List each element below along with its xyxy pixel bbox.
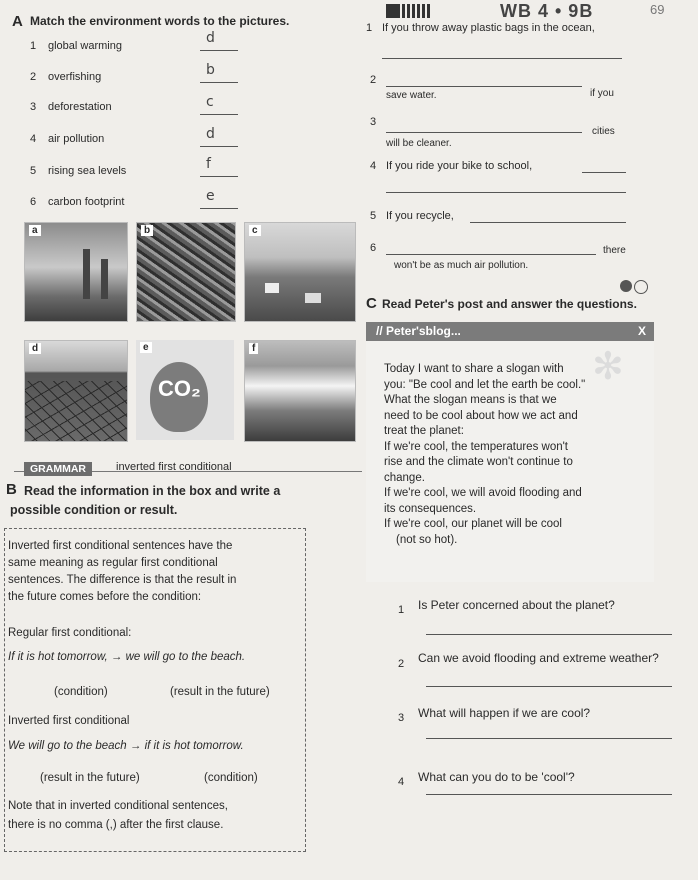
sentence-6-tail: there bbox=[603, 245, 626, 256]
note-line-2: there is no comma (,) after the first clause. bbox=[8, 819, 224, 831]
sentence-4-text: If you ride your bike to school, bbox=[386, 160, 533, 172]
chimney-shape bbox=[101, 259, 108, 299]
sentence-1-num: 1 bbox=[366, 22, 373, 34]
sentence-2-answer-line[interactable] bbox=[386, 78, 582, 87]
match-answer-field[interactable]: f bbox=[200, 156, 238, 177]
audio-icon bbox=[620, 280, 632, 292]
sentence-6-line2: won't be as much air pollution. bbox=[394, 260, 529, 271]
picture-a-factory-smoke bbox=[24, 222, 128, 322]
sentence-3-num: 3 bbox=[370, 116, 377, 128]
question-2-answer-line[interactable] bbox=[426, 680, 672, 687]
match-item-word: deforestation bbox=[48, 101, 112, 113]
sentence-1-answer-line[interactable] bbox=[382, 50, 622, 59]
sentence-4-answer-line-b[interactable] bbox=[386, 184, 626, 193]
blog-line: need to be cool about how we act and bbox=[384, 409, 578, 422]
audio-icon-tail bbox=[634, 280, 648, 294]
match-answer-field[interactable]: c bbox=[200, 94, 238, 115]
picture-label: d bbox=[29, 343, 41, 354]
picture-d-dry-earth bbox=[24, 340, 128, 442]
sentence-5-text: If you recycle, bbox=[386, 210, 454, 222]
picture-label: c bbox=[249, 225, 261, 236]
blog-line: (not so hot). bbox=[396, 533, 458, 546]
section-c-letter: C bbox=[366, 295, 377, 312]
picture-e-co2-footprint bbox=[136, 340, 234, 440]
picture-c-cut-forest bbox=[244, 222, 356, 322]
question-4-answer-line[interactable] bbox=[426, 788, 672, 795]
section-a-instruction: Match the environment words to the pictures. bbox=[30, 14, 290, 28]
match-answer-field[interactable]: b bbox=[200, 62, 238, 83]
blog-title-bar bbox=[366, 322, 654, 341]
blog-close-icon[interactable]: X bbox=[638, 324, 647, 338]
blog-line: If we're cool, the temperatures won't bbox=[384, 440, 569, 453]
chimney-shape bbox=[83, 249, 90, 299]
match-item-num: 2 bbox=[30, 71, 37, 83]
match-item-num: 1 bbox=[30, 40, 37, 52]
grammar-intro-line: Inverted first conditional sentences have the bbox=[8, 540, 233, 552]
picture-b-fish-catch bbox=[136, 222, 236, 322]
co2-label: CO₂ bbox=[158, 376, 201, 401]
grammar-intro-line: sentences. The difference is that the result in bbox=[8, 574, 237, 586]
regular-heading: Regular first conditional: bbox=[8, 627, 132, 639]
inverted-example: We will go to the beach → if it is hot tomorrow. bbox=[8, 740, 244, 752]
sentence-2-num: 2 bbox=[370, 74, 377, 86]
sentence-3-line2: will be cleaner. bbox=[386, 138, 452, 149]
question-1-num: 1 bbox=[398, 604, 405, 616]
question-3-text: What will happen if we are cool? bbox=[418, 706, 591, 720]
sentence-4-num: 4 bbox=[370, 160, 377, 172]
grammar-badge: GRAMMAR bbox=[24, 462, 92, 476]
section-b-letter: B bbox=[6, 481, 17, 498]
section-c-instruction: Read Peter's post and answer the questions. bbox=[382, 297, 637, 311]
picture-label: b bbox=[141, 225, 153, 236]
match-item-num: 5 bbox=[30, 165, 37, 177]
question-2-text: Can we avoid flooding and extreme weather? bbox=[418, 651, 659, 665]
sentence-2-tail: if you bbox=[590, 88, 614, 99]
sentence-2-line2: save water. bbox=[386, 90, 437, 101]
question-3-answer-line[interactable] bbox=[426, 732, 672, 739]
match-answer-field[interactable]: e bbox=[200, 188, 238, 209]
sentence-3-tail: cities bbox=[592, 126, 615, 137]
blog-title: // Peter'sblog... bbox=[376, 324, 461, 338]
picture-label: f bbox=[249, 343, 258, 354]
grammar-intro-line: same meaning as regular first conditional bbox=[8, 557, 218, 569]
grammar-box-content bbox=[8, 538, 308, 606]
picture-label: a bbox=[29, 225, 41, 236]
blog-line: If we're cool, our planet will be cool bbox=[384, 518, 562, 530]
blog-line: change. bbox=[384, 471, 425, 484]
sentence-6-num: 6 bbox=[370, 242, 377, 254]
match-answer-field[interactable]: d bbox=[200, 30, 238, 51]
page-number: 69 bbox=[650, 2, 665, 17]
question-2-num: 2 bbox=[398, 658, 405, 670]
sentence-3-answer-line[interactable] bbox=[386, 124, 582, 133]
picture-f-sea-waves bbox=[244, 340, 356, 442]
sentence-4-answer-line-a[interactable] bbox=[582, 164, 626, 173]
match-answer-field[interactable]: d bbox=[200, 126, 238, 147]
match-item-num: 4 bbox=[30, 133, 37, 145]
workbook-tag: WB 4 • 9B bbox=[500, 1, 594, 21]
inverted-condition-label: (condition) bbox=[204, 772, 258, 784]
qr-code-pattern bbox=[402, 4, 432, 18]
sentence-6-answer-line[interactable] bbox=[386, 246, 596, 255]
match-item-word: rising sea levels bbox=[48, 165, 127, 177]
regular-example: If it is hot tomorrow, → we will go to the beach. bbox=[8, 651, 246, 663]
blog-line: you: "Be cool and let the earth be cool." bbox=[384, 378, 586, 391]
match-item-num: 3 bbox=[30, 101, 37, 113]
sentence-5-answer-line[interactable] bbox=[470, 214, 626, 223]
question-4-num: 4 bbox=[398, 776, 405, 788]
question-3-num: 3 bbox=[398, 712, 405, 724]
blog-line: If we're cool, we will avoid flooding and bbox=[384, 487, 582, 499]
match-item-word: global warming bbox=[48, 40, 122, 52]
sentence-1-text: If you throw away plastic bags in the ocean, bbox=[382, 22, 595, 34]
regular-result-label: (result in the future) bbox=[170, 686, 270, 698]
blog-line: rise and the climate won't continue to bbox=[384, 456, 573, 468]
blog-line: treat the planet: bbox=[384, 425, 464, 437]
grammar-title: inverted first conditional bbox=[116, 461, 232, 473]
question-4-text: What can you do to be 'cool'? bbox=[418, 770, 575, 784]
snowflake-icon: ✻ bbox=[592, 346, 624, 388]
stump-shape bbox=[265, 283, 279, 293]
note-line-1: Note that in inverted conditional sentences, bbox=[8, 800, 228, 812]
stump-shape bbox=[305, 293, 321, 303]
match-item-word: overfishing bbox=[48, 71, 102, 83]
qr-code-icon bbox=[386, 4, 400, 18]
section-a-letter: A bbox=[12, 13, 23, 30]
blog-line: What the slogan means is that we bbox=[384, 394, 557, 406]
match-item-word: air pollution bbox=[48, 133, 105, 145]
question-1-answer-line[interactable] bbox=[426, 628, 672, 635]
sentence-5-num: 5 bbox=[370, 210, 377, 222]
inverted-result-label: (result in the future) bbox=[40, 772, 140, 784]
match-item-num: 6 bbox=[30, 196, 37, 208]
blog-line: Today I want to share a slogan with bbox=[384, 363, 564, 375]
blog-line: its consequences. bbox=[384, 502, 477, 515]
question-1-text: Is Peter concerned about the planet? bbox=[418, 598, 615, 612]
picture-label: e bbox=[140, 342, 152, 353]
inverted-heading: Inverted first conditional bbox=[8, 715, 130, 727]
match-item-word: carbon footprint bbox=[48, 196, 125, 208]
regular-condition-label: (condition) bbox=[54, 686, 108, 698]
section-b-instruction-2: possible condition or result. bbox=[10, 503, 178, 517]
cracked-ground-pattern bbox=[25, 381, 127, 441]
section-b-instruction-1: Read the information in the box and write a bbox=[24, 484, 281, 498]
grammar-intro-line: the future comes before the condition: bbox=[8, 591, 202, 603]
blog-body bbox=[384, 362, 654, 548]
